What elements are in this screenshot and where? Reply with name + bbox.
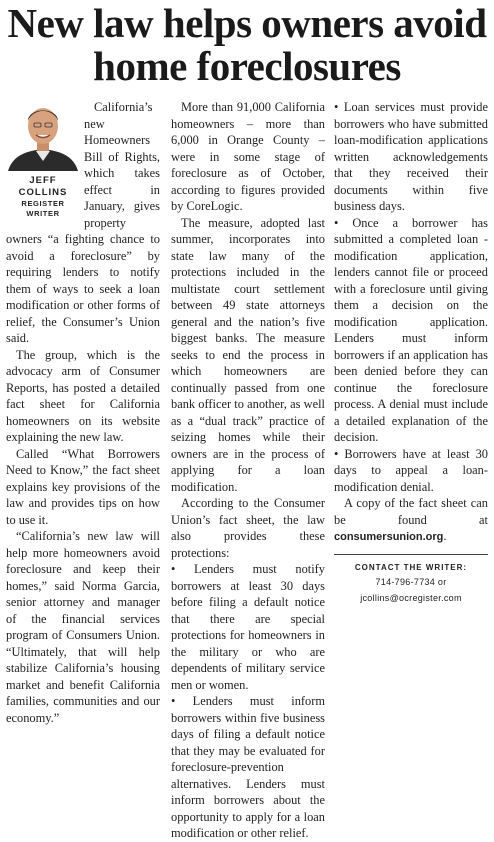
- paragraph: The group, which is the advocacy arm of Consumer Reports, has posted a detailed fact sheet for California homeowners on its website explaining the new law.: [6, 347, 160, 444]
- closing-period: .: [443, 529, 447, 543]
- headline: New law helps owners avoid home foreclosures: [7, 0, 487, 89]
- paragraph: Called “What Borrowers Need to Know,” the fact sheet explains key provisions of the law and provides tips on how to use it.: [6, 446, 160, 527]
- column-2: [171, 99, 325, 840]
- closing-paragraph: [334, 495, 488, 546]
- paragraph: More than 91,000 California homeowners – more than 6,000 in Orange County – were in some stage of foreclosure as of October, according to figures provided by CoreLogic.: [171, 100, 325, 213]
- column-3: [334, 99, 488, 679]
- paragraph: The measure, adopted last summer, incorporates into state law many of the protections included in the multistate court settlement between 49 state attorneys general and the nation’s five biggest banks. The measure seeks to end the process in which homeowners are continually passed from one bank officer to another, as well as a “dual track” practice of seizing homes while their owners are in the process of applying for a loan modification.: [171, 215, 325, 494]
- paragraph: According to the Consumer Union’s fact sheet, the law also provides these protections:: [171, 496, 325, 560]
- author-photo: [6, 99, 80, 171]
- bullet-item: • Once a borrower has submitted a completed loan -modification application, lenders cannot file or proceed with a foreclosure until giving them a decision on the modification application. Lenders must inform borrowers if an application has been denied before they can continue the foreclosure process. A denial must include a detailed explanation of the decision.: [334, 215, 488, 444]
- column-1: [6, 99, 160, 725]
- author-role: REGISTER WRITER: [21, 199, 65, 218]
- closing-text: A copy of the fact sheet can be found at: [334, 496, 488, 527]
- contact-email[interactable]: jcollins@ocregister.com: [360, 592, 462, 603]
- contact-heading: CONTACT THE WRITER:: [354, 562, 468, 572]
- paragraph: “California’s new law will help more homeowners avoid foreclosure and keep their homes,” said Norma Garcia, senior attorney and manager of the financial services program of Consumers Union. “Ultimately, that will help stabilize California’s housing market and benefit California families, communities and our economy.”: [6, 529, 160, 725]
- author-last-name: COLLINS: [18, 187, 68, 198]
- author-first-name: JEFF: [29, 175, 57, 186]
- bullet-item: • Borrowers have at least 30 days to appeal a loan-modification denial.: [334, 446, 488, 494]
- bullet-item: • Lenders must inform borrowers within five business days of filing a default notice that they may be evaluated for foreclosure-prevention alternatives. Lenders must inform borrowers about the opportunity to apply for a loan modification or other relief.: [171, 694, 325, 840]
- author-box: [6, 99, 80, 219]
- contact-box: [334, 554, 488, 606]
- bullet-item: • Lenders must notify borrowers at least 30 days before filing a default notice that there are special protections for homeowners in the military or who are dependents of military service men or women.: [171, 562, 325, 692]
- contact-phone: 714-796-7734 or: [375, 576, 447, 587]
- fact-sheet-link[interactable]: consumersunion.org: [334, 531, 444, 543]
- bullet-item: • Loan services must provide borrowers who have submitted loan-modification applications written acknowledgements that they received their documents within five business days.: [334, 100, 488, 213]
- paragraph: California’s new Homeowners Bill of Rights, which takes effect in January, gives property owners “a fighting chance to avoid a foreclosure” by requiring lenders to notify them of ways to seek a loan modification or other forms of relief, the Consumer’s Union said.: [6, 100, 160, 345]
